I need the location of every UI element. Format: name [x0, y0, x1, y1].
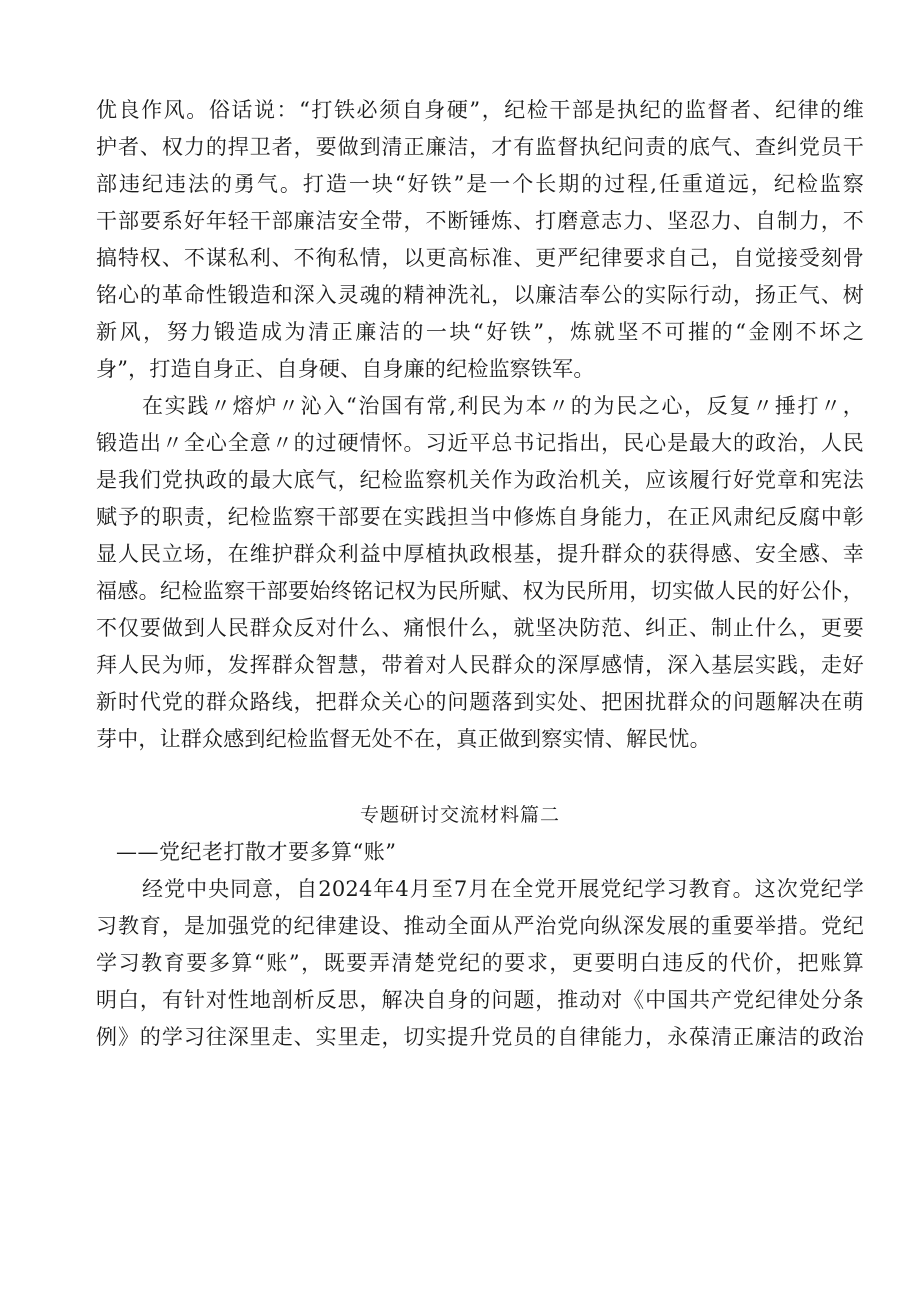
paragraph-3-line-1: 经党中央同意，自2024年4月至7月在全党开展党纪学习教育。这次党纪学 [142, 877, 864, 901]
paragraph-2-line-2: 锻造出〃全心全意〃的过硬情怀。习近平总书记指出，民心是最大的政治，人民 [96, 431, 864, 455]
section-subtitle: ——党纪老打散才要多算“账” [116, 840, 397, 864]
paragraph-2-line-10: 芽中，让群众感到纪检监督无处不在，真正做到察实情、解民忧。 [96, 727, 711, 751]
paragraph-2-line-5: 显人民立场，在维护群众利益中厚植执政根基，提升群众的获得感、安全感、幸 [96, 542, 864, 566]
paragraph-2-line-4: 赋予的职责，纪检监察干部要在实践担当中修炼自身能力，在正风肃纪反腐中彰 [96, 505, 864, 529]
paragraph-3-line-5: 例》的学习往深里走、实里走，切实提升党员的自律能力，永葆清正廉洁的政治 [96, 1025, 864, 1049]
paragraph-2-line-8: 拜人民为师，发挥群众智慧，带着对人民群众的深厚感情，深入基层实践，走好 [96, 653, 864, 677]
paragraph-1-line-6: 铭心的革命性锻造和深入灵魂的精神洗礼，以廉洁奉公的实际行动，扬正气、树 [96, 283, 864, 307]
paragraph-1-line-4: 干部要系好年轻干部廉洁安全带，不断锤炼、打磨意志力、坚忍力、自制力，不 [96, 209, 864, 233]
paragraph-3-line-2: 习教育，是加强党的纪律建设、推动全面从严治党向纵深发展的重要举措。党纪 [96, 914, 864, 938]
paragraph-2-line-3: 是我们党执政的最大底气，纪检监察机关作为政治机关，应该履行好党章和宪法 [96, 468, 864, 492]
paragraph-2-line-6: 福感。纪检监察干部要始终铭记权为民所赋、权为民所用，切实做人民的好公仆， [96, 579, 864, 603]
paragraph-2-line-9: 新时代党的群众路线，把群众关心的问题落到实处、把困扰群众的问题解决在萌 [96, 690, 864, 714]
paragraph-1-line-8: 身”，打造自身正、自身硬、自身廉的纪检监察铁军。 [96, 357, 595, 381]
paragraph-2-line-7: 不仅要做到人民群众反对什么、痛恨什么，就坚决防范、纠正、制止什么，更要 [96, 616, 864, 640]
section-title: 专题研讨交流材料篇二 [359, 804, 560, 826]
paragraph-3-line-4: 明白，有针对性地剖析反思，解决自身的问题，推动对《中国共产党纪律处分条 [96, 988, 864, 1012]
paragraph-1-line-1: 优良作风。俗话说：“打铁必须自身硬”，纪检干部是执纪的监督者、纪律的维 [96, 98, 864, 122]
paragraph-3-line-3: 学习教育要多算“账”，既要弄清楚党纪的要求，更要明白违反的代价，把账算 [96, 951, 864, 975]
paragraph-1-line-5: 搞特权、不谋私利、不徇私情，以更高标准、更严纪律要求自己，自觉接受刻骨 [96, 246, 864, 270]
paragraph-2-line-1: 在实践〃熔炉〃沁入“治国有常,利民为本〃的为民之心，反复〃捶打〃， [142, 394, 864, 418]
paragraph-1-line-3: 部违纪违法的勇气。打造一块“好铁”是一个长期的过程,任重道远，纪检监察 [96, 172, 864, 196]
paragraph-1-line-2: 护者、权力的捍卫者，要做到清正廉洁，才有监督执纪问责的底气、查纠党员干 [96, 135, 864, 159]
paragraph-1-line-7: 新风，努力锻造成为清正廉洁的一块“好铁”，炼就坚不可摧的“金刚不坏之 [96, 320, 864, 344]
